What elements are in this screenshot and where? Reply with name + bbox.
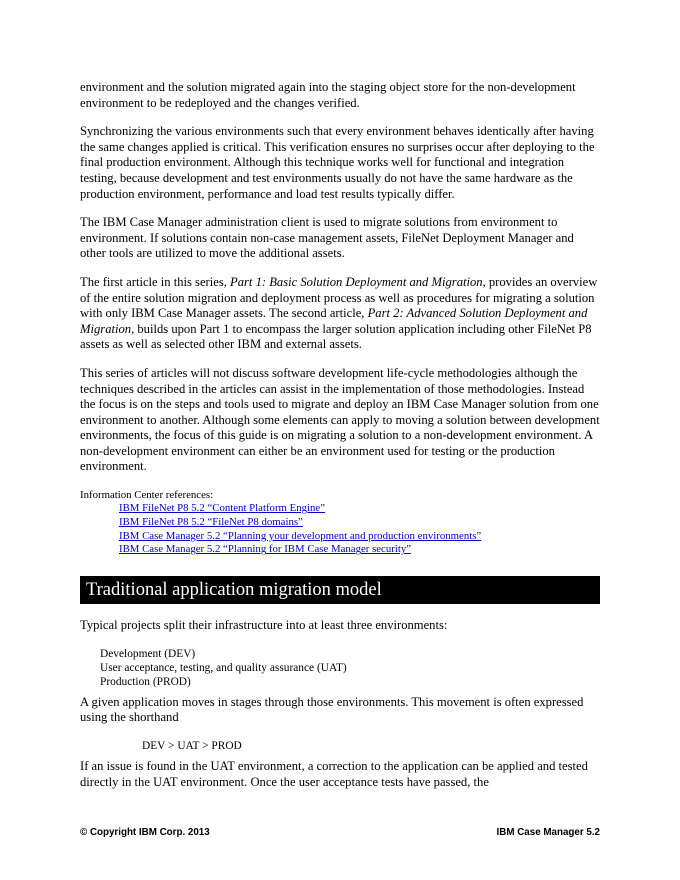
reference-link-filenet-domains[interactable]: IBM FileNet P8 5.2 “FileNet P8 domains” xyxy=(119,515,303,528)
document-body xyxy=(80,80,600,790)
environment-list xyxy=(100,647,600,689)
footer-copyright: © Copyright IBM Corp. 2013 xyxy=(80,827,210,838)
footer-product: IBM Case Manager 5.2 xyxy=(496,827,600,838)
paragraph-5: This series of articles will not discuss software development life-cycle methodologies although the techniques described in the articles can assist in the implementation of those methodologies. Instead the focus is on the steps and tools used to migrate and deploy an IBM Case Manager solution from one environment to another. Although some elements can apply to moving a solution between development environments, the focus of this guide is on migrating a solution to a non-development environment. A non-development environment can either be an environment used for testing or the production environment. xyxy=(80,365,600,474)
part2-title: Part 2: Advanced Solution Deployment and Migration xyxy=(80,306,588,336)
paragraph-4-text-a: The first article in this series, xyxy=(80,274,231,289)
paragraph-2: Synchronizing the various environments such that every environment behaves identically after having the same changes applied is critical. This verification ensures no surprises occur after deploying to the final production environment. Although this technique works well for functional and integration testing, because development and test environments usually do not have the same hardware as the production environment, performance and load test results typically differ. xyxy=(80,124,595,201)
paragraph-4-text-e: , builds upon Part 1 to encompass the larger solution application including other FileNet P8 assets as well as selected other IBM and external assets. xyxy=(80,321,592,352)
reference-link-planning-security[interactable]: IBM Case Manager 5.2 “Planning for IBM Case Manager security” xyxy=(119,543,412,556)
references-list xyxy=(119,502,600,557)
section-intro: Typical projects split their infrastructure into at least three environments: xyxy=(80,618,448,633)
section-heading: Traditional application migration model xyxy=(80,576,600,604)
stages-paragraph: A given application moves in stages through those environments. This movement is often expressed using the shorthand xyxy=(80,694,584,725)
shorthand-notation: DEV > UAT > PROD xyxy=(142,740,242,753)
paragraph-1: environment and the solution migrated again into the staging object store for the non-development environment to be redeployed and the changes verified. xyxy=(80,80,576,110)
reference-link-planning-environments[interactable]: IBM Case Manager 5.2 “Planning your development and production environments” xyxy=(119,529,482,542)
environment-item-prod: Production (PROD) xyxy=(100,675,191,688)
reference-link-content-platform-engine[interactable]: IBM FileNet P8 5.2 “Content Platform Engine” xyxy=(119,502,326,515)
part1-title: Part 1: Basic Solution Deployment and Migration xyxy=(230,274,483,289)
environment-item-dev: Development (DEV) xyxy=(100,647,196,660)
paragraph-3: The IBM Case Manager administration client is used to migrate solutions from environment to environment. If solutions contain non-case management assets, FileNet Deployment Manager and other tools are utilized to move the additional assets. xyxy=(80,215,574,261)
issue-paragraph: If an issue is found in the UAT environment, a correction to the application can be applied and tested directly in the UAT environment. Once the user acceptance tests have passed, the xyxy=(80,759,588,789)
environment-item-uat: User acceptance, testing, and quality assurance (UAT) xyxy=(100,661,347,674)
paragraph-4-text-c: , provides an overview of the entire solution migration and deployment process as well as procedures for migrating a solution with only IBM Case Manager assets. The second article, xyxy=(80,274,598,321)
references-label: Information Center references: xyxy=(80,489,214,502)
paragraph-4 xyxy=(80,275,600,353)
